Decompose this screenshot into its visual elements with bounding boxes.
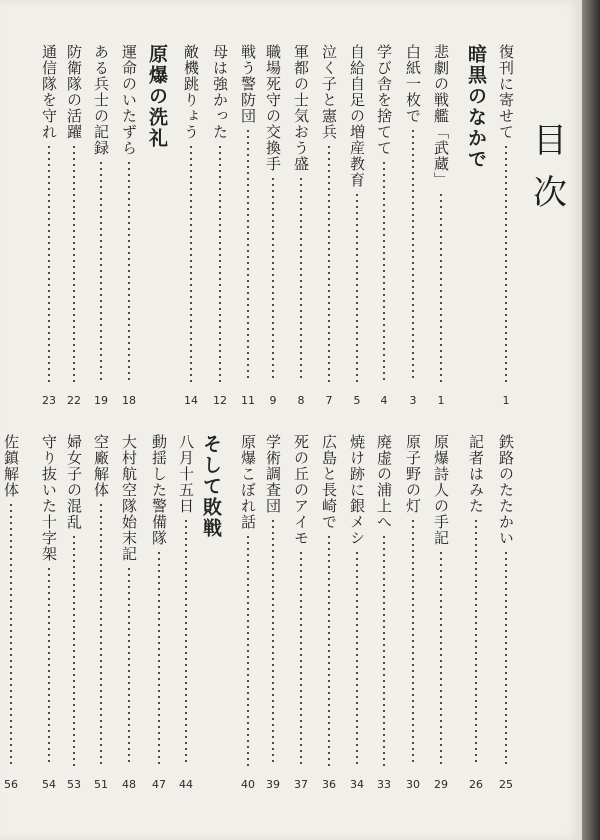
toc-upper-dot-leader <box>440 192 442 382</box>
toc-upper-entry[interactable] <box>237 44 259 388</box>
toc-upper-entry-title: 母は強かった <box>211 44 229 140</box>
toc-upper-page-number: 9 <box>269 394 277 407</box>
toc-lower-entry-title: 佐鎮解体 <box>2 434 20 498</box>
toc-upper-entry-title: 通信隊を守れ <box>40 44 58 140</box>
toc-upper-entry[interactable] <box>430 44 452 388</box>
toc-lower-entry-title: 学術調査団 <box>264 434 282 514</box>
toc-upper-entry[interactable] <box>290 44 312 388</box>
toc-lower-entry[interactable] <box>175 434 197 772</box>
toc-upper-page-number: 8 <box>297 394 305 407</box>
toc-upper-entry-title: 復刊に寄せて <box>497 44 515 140</box>
toc-lower-entry-title: 大村航空隊始末記 <box>120 434 138 562</box>
toc-lower-section-heading: そして敗戦 <box>200 434 222 539</box>
toc-lower-entry-title: 死の丘のアイモ <box>292 434 310 546</box>
toc-upper-entry[interactable] <box>90 44 112 388</box>
toc-upper-dot-leader <box>128 160 130 382</box>
toc-upper-dot-leader <box>190 144 192 382</box>
toc-lower-dot-leader <box>73 534 75 766</box>
toc-lower-page-number: 44 <box>179 778 193 791</box>
toc-lower-entry[interactable] <box>118 434 140 772</box>
toc-lower-page-number: 48 <box>122 778 136 791</box>
toc-lower-dot-leader <box>440 550 442 766</box>
toc-lower-entry[interactable] <box>495 434 517 772</box>
toc-upper-entry-title: 悲劇の戦艦「武蔵」 <box>432 44 450 188</box>
toc-upper-dot-leader <box>356 192 358 382</box>
toc-lower-entry[interactable] <box>63 434 85 772</box>
toc-upper-dot-leader <box>300 176 302 382</box>
toc-upper-section-heading: 暗黒のなかで <box>465 44 487 170</box>
toc-upper-page-number: 22 <box>67 394 81 407</box>
toc-upper-dot-leader <box>272 176 274 382</box>
toc-lower-entry[interactable] <box>430 434 452 772</box>
toc-lower-page-number: 25 <box>499 778 513 791</box>
toc-upper-entry[interactable] <box>262 44 284 388</box>
toc-upper-dot-leader <box>383 160 385 382</box>
toc-upper-page-number: 11 <box>241 394 255 407</box>
toc-lower-entry-title: 八月十五日 <box>177 434 195 514</box>
toc-lower-entry-title: 広島と長崎で <box>320 434 338 530</box>
toc-lower-dot-leader <box>328 534 330 766</box>
toc-lower-entry[interactable] <box>90 434 112 772</box>
toc-lower-entry[interactable] <box>237 434 259 772</box>
toc-lower-dot-leader <box>100 502 102 766</box>
toc-upper-dot-leader <box>328 144 330 382</box>
toc-upper-page-number: 12 <box>213 394 227 407</box>
toc-lower-dot-leader <box>475 518 477 766</box>
toc-lower-dot-leader <box>272 518 274 766</box>
toc-lower-entry-title: 廃虚の浦上へ <box>375 434 393 530</box>
toc-upper-entry[interactable] <box>180 44 202 388</box>
toc-upper-entry[interactable] <box>146 44 168 388</box>
toc-upper-entry[interactable] <box>209 44 231 388</box>
toc-upper-page-number: 5 <box>353 394 361 407</box>
toc-lower-entry-title: 鉄路のたたかい <box>497 434 515 546</box>
page-edge <box>582 0 600 840</box>
toc-lower-page-number: 33 <box>377 778 391 791</box>
toc-upper-dot-leader <box>100 160 102 382</box>
toc-upper-page-number: 1 <box>437 394 445 407</box>
toc-upper-entry-title: 運命のいたずら <box>120 44 138 156</box>
toc-lower-dot-leader <box>158 550 160 766</box>
toc-lower-entry[interactable] <box>346 434 368 772</box>
toc-upper-dot-leader <box>505 144 507 382</box>
toc-upper-entry[interactable] <box>373 44 395 388</box>
toc-upper-page-number: 14 <box>184 394 198 407</box>
toc-lower-entry-title: 婦女子の混乱 <box>65 434 83 530</box>
toc-upper-entry-title: 泣く子と憲兵 <box>320 44 338 140</box>
toc-upper-entry[interactable] <box>38 44 60 388</box>
toc-lower-dot-leader <box>383 534 385 766</box>
toc-lower-page-number: 36 <box>322 778 336 791</box>
toc-upper-dot-leader <box>412 128 414 382</box>
toc-lower-entry[interactable] <box>318 434 340 772</box>
toc-upper-entry[interactable] <box>346 44 368 388</box>
toc-lower-entry-title: 原爆こぼれ話 <box>239 434 257 530</box>
toc-upper-entry-title: 防衛隊の活躍 <box>65 44 83 140</box>
toc-lower-dot-leader <box>356 550 358 766</box>
toc-upper-page-number: 7 <box>325 394 333 407</box>
toc-upper-entry-title: 学び舎を捨てて <box>375 44 393 156</box>
toc-upper-dot-leader <box>219 144 221 382</box>
toc-upper-entry-title: 職場死守の交換手 <box>264 44 282 172</box>
toc-lower-page-number: 30 <box>406 778 420 791</box>
toc-lower-entry[interactable] <box>373 434 395 772</box>
toc-lower-page-number: 29 <box>434 778 448 791</box>
toc-lower-entry[interactable] <box>38 434 60 772</box>
toc-lower-entry[interactable] <box>0 434 22 772</box>
toc-lower-entry-title: 原子野の灯 <box>404 434 422 514</box>
toc-upper-entry-title: 敵機跳りょう <box>182 44 200 140</box>
toc-lower-dot-leader <box>48 566 50 766</box>
toc-lower-page-number: 56 <box>4 778 18 791</box>
toc-upper-page-number: 4 <box>380 394 388 407</box>
toc-upper-dot-leader <box>48 144 50 382</box>
toc-lower-page-number: 54 <box>42 778 56 791</box>
toc-lower-page-number: 40 <box>241 778 255 791</box>
toc-lower-entry[interactable] <box>290 434 312 772</box>
toc-lower-entry[interactable] <box>148 434 170 772</box>
toc-upper-entry-title: ある兵士の記録 <box>92 44 110 156</box>
toc-lower-entry-title: 焼け跡に銀メシ <box>348 434 366 546</box>
toc-lower-entry[interactable] <box>262 434 284 772</box>
toc-lower-entry-title: 守り抜いた十字架 <box>40 434 58 562</box>
toc-lower-entry[interactable] <box>402 434 424 772</box>
toc-lower-dot-leader <box>128 566 130 766</box>
toc-upper-page-number: 3 <box>409 394 417 407</box>
toc-lower-page-number: 53 <box>67 778 81 791</box>
toc-upper-section-heading: 原爆の洗礼 <box>146 44 168 149</box>
toc-upper-entry[interactable] <box>118 44 140 388</box>
toc-lower-page-number: 34 <box>350 778 364 791</box>
toc-upper-entry-title: 自給自足の増産教育 <box>348 44 366 188</box>
toc-upper-page-number: 23 <box>42 394 56 407</box>
toc-upper-entry-title: 白紙一枚で <box>404 44 422 124</box>
toc-upper-entry[interactable] <box>402 44 424 388</box>
toc-lower-entry-title: 原爆詩人の手記 <box>432 434 450 546</box>
toc-upper-page-number: 19 <box>94 394 108 407</box>
toc-lower-entry[interactable] <box>200 434 222 772</box>
toc-lower-entry-title: 動揺した警備隊 <box>150 434 168 546</box>
toc-lower-page-number: 47 <box>152 778 166 791</box>
toc-upper-page-number: 1 <box>502 394 510 407</box>
toc-upper-entry-title: 戦う警防団 <box>239 44 257 124</box>
toc-upper-entry[interactable] <box>495 44 517 388</box>
toc-lower-dot-leader <box>300 550 302 766</box>
toc-upper-entry[interactable] <box>318 44 340 388</box>
toc-title-char-1: 目 <box>533 121 567 161</box>
toc-lower-entry-title: 記者はみた <box>467 434 485 514</box>
toc-lower-page-number: 39 <box>266 778 280 791</box>
toc-lower-page-number: 51 <box>94 778 108 791</box>
toc-upper-dot-leader <box>73 144 75 382</box>
toc-lower-dot-leader <box>412 518 414 766</box>
toc-lower-dot-leader <box>505 550 507 766</box>
toc-lower-entry-title: 空廠解体 <box>92 434 110 498</box>
toc-title-char-2: 次 <box>533 173 567 213</box>
toc-lower-dot-leader <box>10 502 12 766</box>
toc-upper-page-number: 18 <box>122 394 136 407</box>
toc-lower-page-number: 26 <box>469 778 483 791</box>
toc-lower-dot-leader <box>185 518 187 766</box>
toc-lower-dot-leader <box>247 534 249 766</box>
toc-lower-page-number: 37 <box>294 778 308 791</box>
toc-upper-entry[interactable] <box>63 44 85 388</box>
toc-upper-dot-leader <box>247 128 249 382</box>
toc-upper-entry-title: 軍都の士気おう盛 <box>292 44 310 172</box>
toc-upper-entry[interactable] <box>465 44 487 388</box>
toc-lower-entry[interactable] <box>465 434 487 772</box>
